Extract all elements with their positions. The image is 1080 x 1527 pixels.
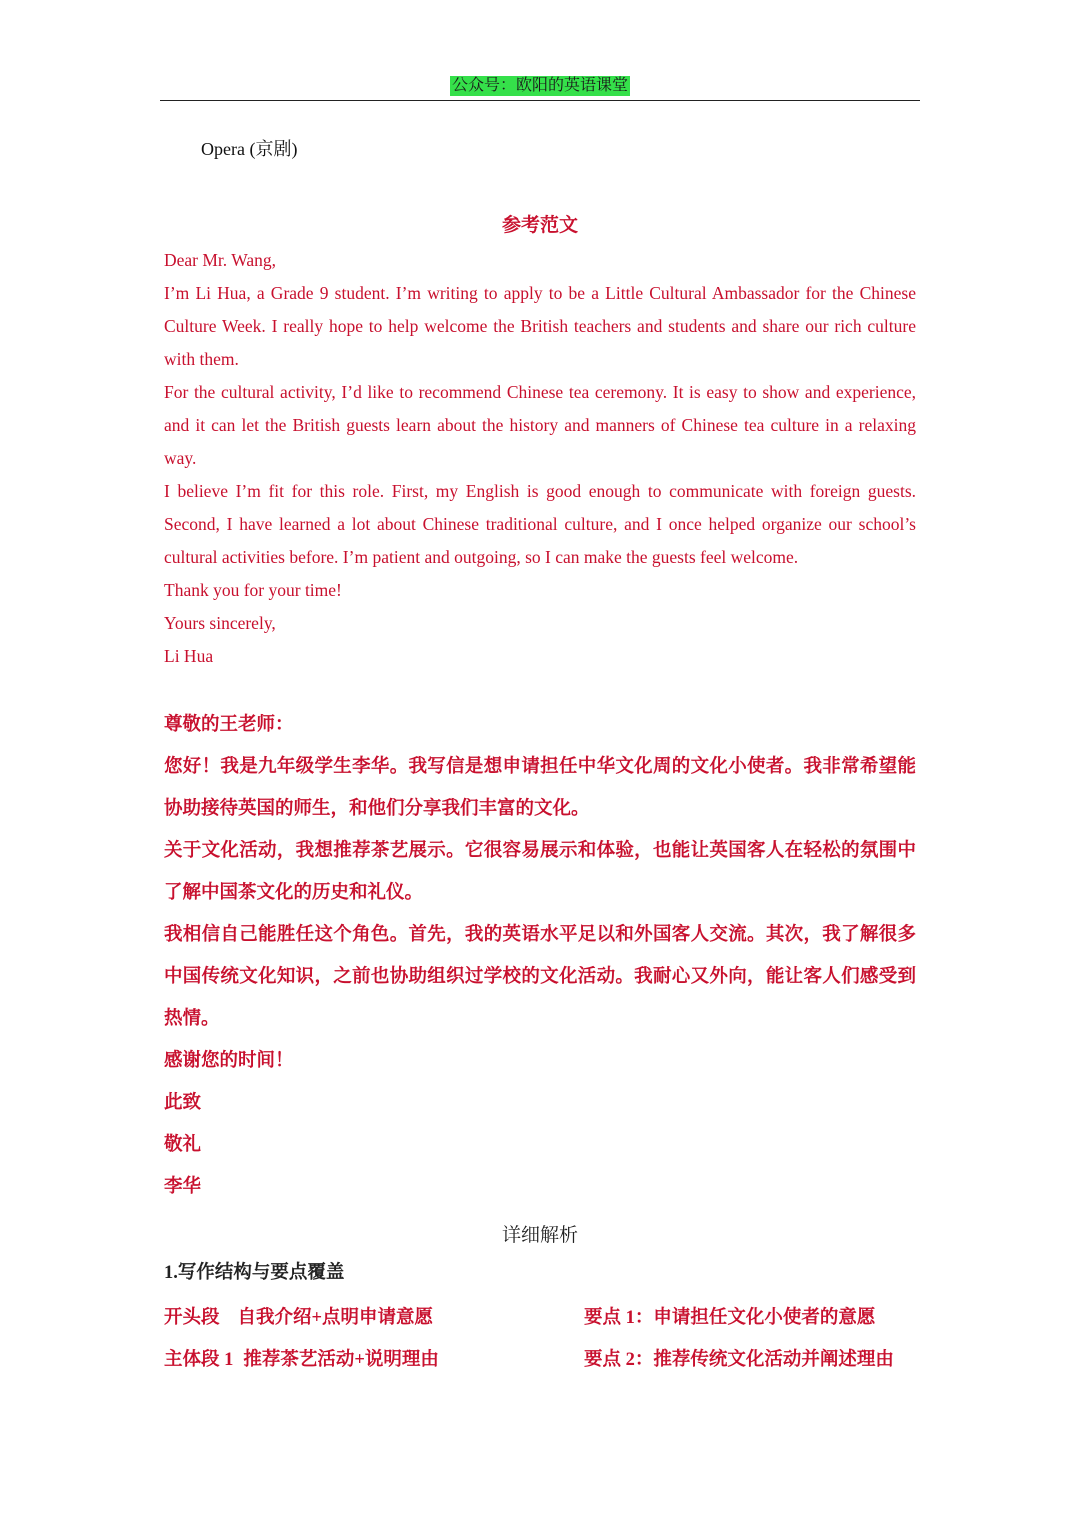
row-point: 要点 1：申请担任文化小使者的意愿 xyxy=(584,1308,876,1328)
analysis-heading: 1.写作结构与要点覆盖 xyxy=(164,1263,345,1283)
paragraph-activity: For the cultural activity, I’d like to recommend Chinese tea ceremony. It is easy to show and experience, and it can let the British guests learn about the history and manners of Chinese tea culture in a relaxing way. xyxy=(164,382,916,468)
row-content: 自我介绍+点明申请意愿 xyxy=(237,1308,434,1328)
cn-closing-2: 敬礼 xyxy=(164,1135,202,1155)
english-letter xyxy=(164,244,916,673)
cn-salutation: 尊敬的王老师： xyxy=(164,715,294,735)
signature: Li Hua xyxy=(164,646,214,666)
chinese-letter xyxy=(164,704,916,1208)
row-part: 开头段 xyxy=(164,1308,220,1328)
cn-paragraph-intro: 您好！我是九年级学生李华。我写信是想申请担任中华文化周的文化小使者。我非常希望能协助接待英国的师生，和他们分享我们丰富的文化。 xyxy=(164,757,916,819)
structure-row-left xyxy=(164,1345,439,1371)
sample-title: 参考范文 xyxy=(501,215,578,236)
header-label: 公众号：欧阳的英语课堂 xyxy=(451,77,628,94)
paragraph-intro: I’m Li Hua, a Grade 9 student. I’m writing to apply to be a Little Cultural Ambassador for the Chinese Culture Week. I really hope to help welcome the British teachers and students and share our rich culture with them. xyxy=(164,283,916,369)
row-part: 主体段 1 xyxy=(164,1350,234,1370)
analysis-title: 详细解析 xyxy=(501,1225,578,1246)
cn-paragraph-reasons: 我相信自己能胜任这个角色。首先，我的英语水平足以和外国客人交流。其次，我了解很多中国传统文化知识，之前也协助组织过学校的文化活动。我耐心又外向，能让客人们感受到热情。 xyxy=(164,925,916,1029)
cn-closing-1: 此致 xyxy=(164,1093,202,1113)
row-content: 推荐茶艺活动+说明理由 xyxy=(243,1350,439,1370)
paragraph-reasons: I believe I’m fit for this role. First, my English is good enough to communicate with foreign guests. Second, I have learned a lot about Chinese traditional culture, and I once helped organize our school’s cultural activities before. I’m patient and outgoing, so I can make the guests feel welcome. xyxy=(164,481,916,567)
cn-paragraph-activity: 关于文化活动，我想推荐茶艺展示。它很容易展示和体验，也能让英国客人在轻松的氛围中了解中国茶文化的历史和礼仪。 xyxy=(164,841,916,903)
closing-thanks: Thank you for your time! xyxy=(164,580,342,600)
cn-closing-thanks: 感谢您的时间！ xyxy=(164,1051,294,1071)
salutation: Dear Mr. Wang, xyxy=(164,250,276,270)
page-header xyxy=(160,76,920,101)
closing-sincerely: Yours sincerely, xyxy=(164,613,276,633)
cn-signature: 李华 xyxy=(164,1177,202,1197)
structure-row-left xyxy=(164,1303,433,1329)
row-point: 要点 2：推荐传统文化活动并阐述理由 xyxy=(584,1350,894,1370)
top-line: Opera (京剧) xyxy=(201,139,298,159)
